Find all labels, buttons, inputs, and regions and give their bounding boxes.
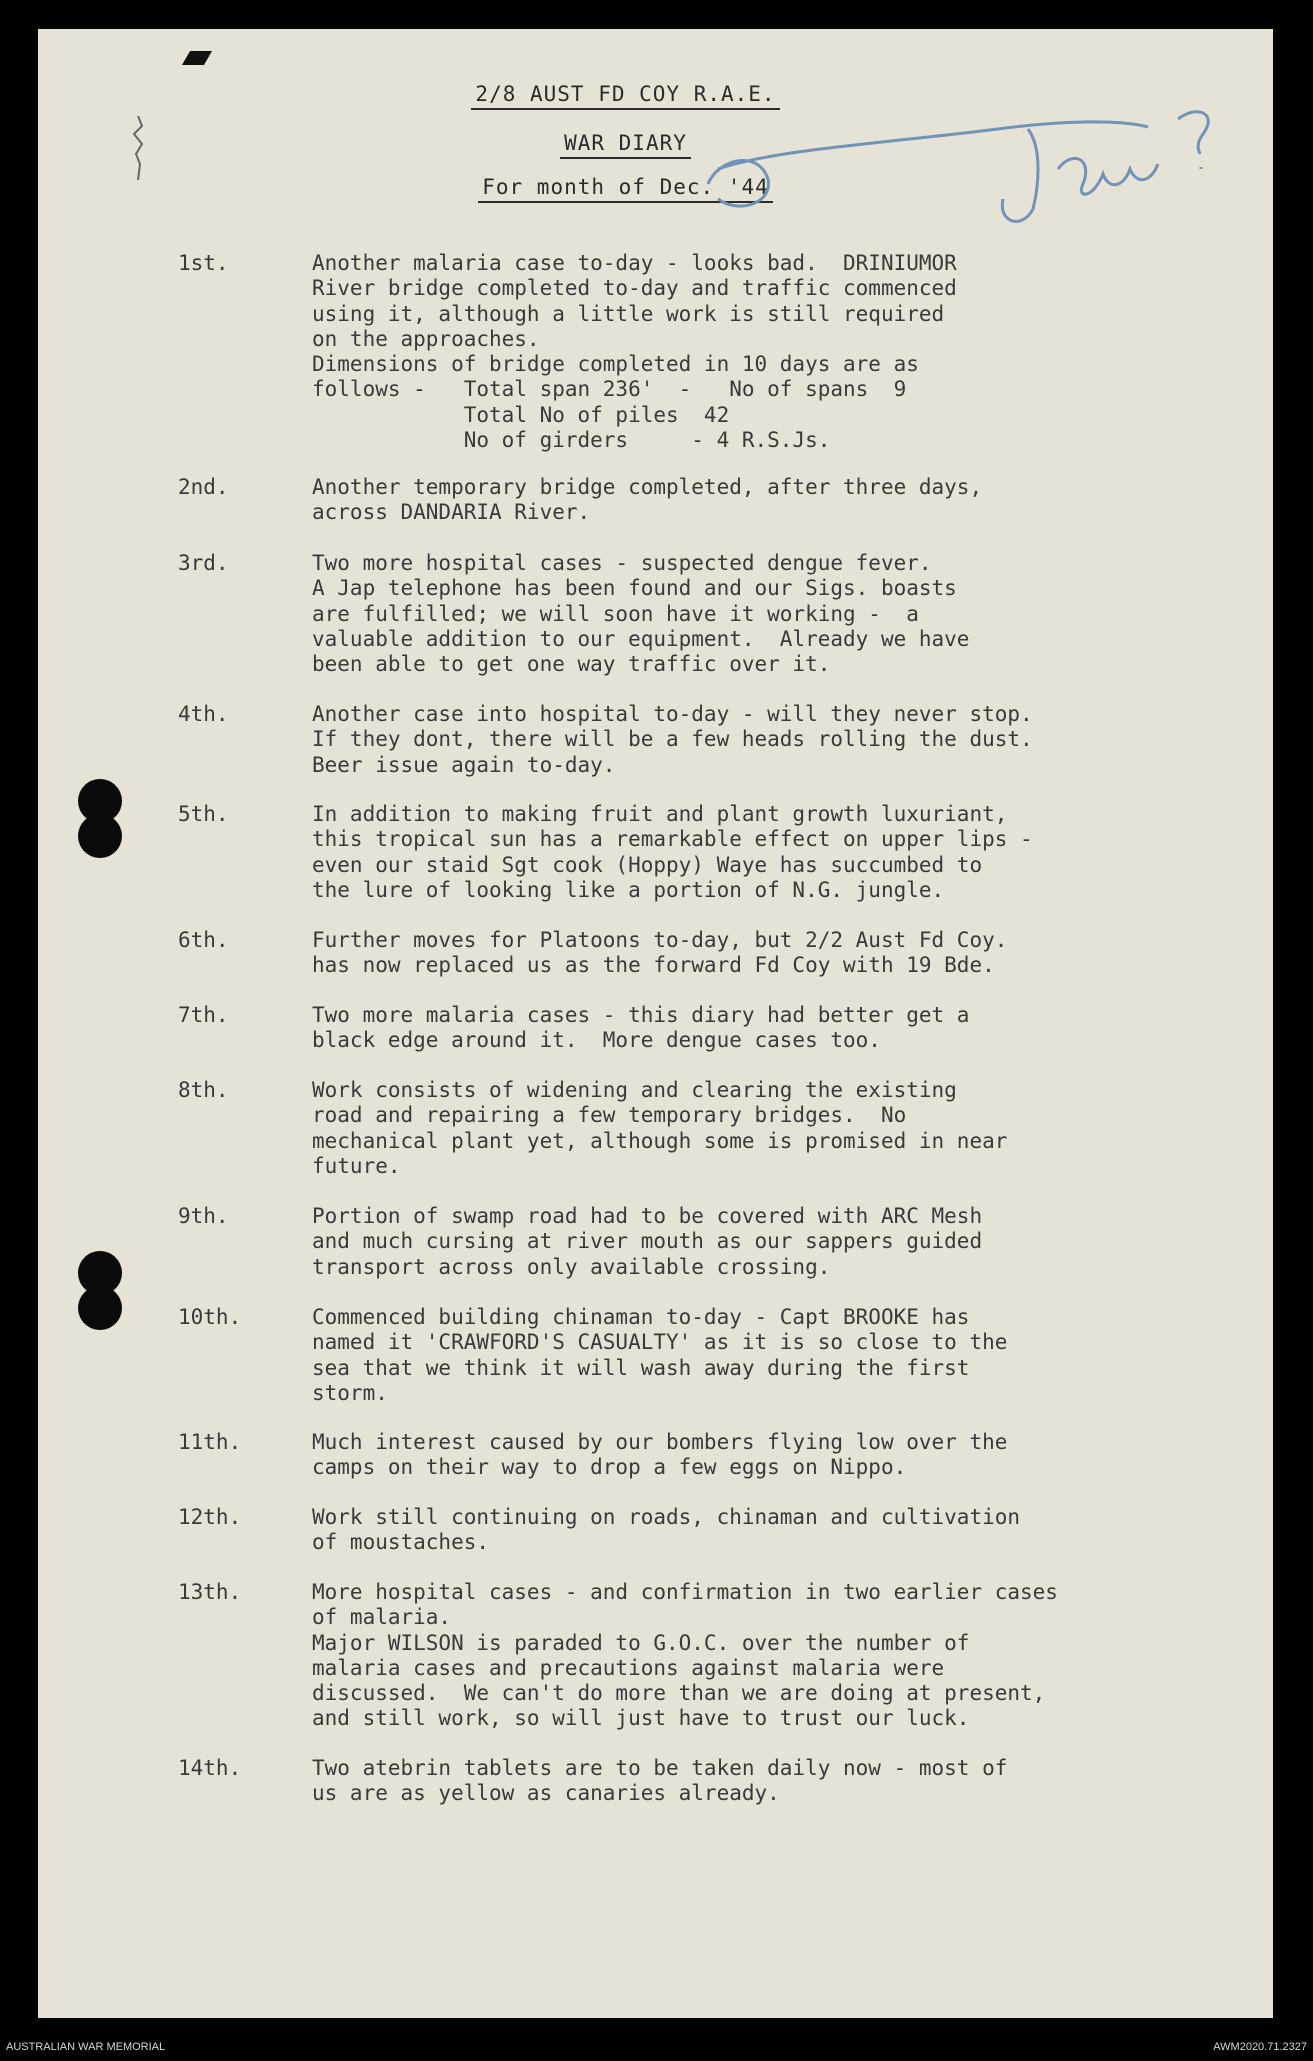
entry-text: Further moves for Platoons to-day, but 2/2 Aust Fd Coy. has now replaced us as the forward Fd Coy with 19 Bde. [312, 928, 1008, 978]
entry-day: 13th. [178, 1580, 242, 1604]
entry-text: In addition to making fruit and plant growth luxuriant, this tropical sun has a remarkable effect on upper lips - even our staid Sgt cook (Hoppy) Waye has succumbed to the lure of looking like a portion of N.G. jungle. [312, 802, 1033, 902]
entry-text: Work consists of widening and clearing the existing road and repairing a few temporary bridges. No mechanical plant yet, although some is promised in near future. [312, 1078, 1008, 1178]
paper-corner-fold [182, 51, 212, 65]
entry-text: Another temporary bridge completed, after three days, across DANDARIA River. [312, 475, 983, 525]
punch-hole [78, 814, 122, 858]
entry-day: 12th. [178, 1505, 242, 1529]
entry-day: 9th. [178, 1204, 229, 1228]
entry-text: Commenced building chinaman to-day - Capt BROOKE has named it 'CRAWFORD'S CASUALTY' as it is so close to the sea that we think it will wash away during the first storm. [312, 1305, 1008, 1405]
entry-day: 8th. [178, 1078, 229, 1102]
entry-day: 5th. [178, 802, 229, 826]
diary-title: WAR DIARY [38, 131, 1243, 155]
footer-source: AUSTRALIAN WAR MEMORIAL [6, 2041, 166, 2053]
footer-accession: AWM2020.71.2327 [1213, 2041, 1307, 2053]
entry-text: Work still continuing on roads, chinaman and cultivation of moustaches. [312, 1505, 1021, 1555]
entry-day: 4th. [178, 702, 229, 726]
unit-heading: 2/8 AUST FD COY R.A.E. [38, 82, 1243, 106]
punch-hole [78, 1286, 122, 1330]
entry-day: 10th. [178, 1305, 242, 1329]
handwritten-annotation [698, 89, 1238, 249]
entry-text: More hospital cases - and confirmation in two earlier cases of malaria. Major WILSON is paraded to G.O.C. over the number of malaria cases and precautions against malaria were discussed. We can't do more than we are doing at present, and still work, so will just have to trust our luck. [312, 1580, 1058, 1731]
entry-day: 1st. [178, 251, 229, 275]
entry-text: Much interest caused by our bombers flying low over the camps on their way to drop a few eggs on Nippo. [312, 1430, 1008, 1480]
entry-text: Portion of swamp road had to be covered with ARC Mesh and much cursing at river mouth as our sappers guided transport across only available crossing. [312, 1204, 983, 1279]
diary-period: For month of Dec. '44 [38, 175, 1243, 199]
entry-text: Two atebrin tablets are to be taken daily now - most of us are as yellow as canaries already. [312, 1756, 1008, 1806]
entry-text: Two more hospital cases - suspected dengue fever. A Jap telephone has been found and our Sigs. boasts are fulfilled; we will soon have it working - a valuable addition to our equipment. Already we have been able to get one way traffic over it. [312, 551, 970, 677]
entry-text: Another malaria case to-day - looks bad. DRINIUMOR River bridge completed to-day and traffic commenced using it, although a little work is still required on the approaches. Dimensions of bridge completed in 10 days are as follows - Total span 236' - No of spans 9 Total No of piles 42 No of girders - 4 R.S.Js. [312, 251, 957, 453]
entry-day: 11th. [178, 1430, 242, 1454]
entry-text: Another case into hospital to-day - will they never stop. If they dont, there will be a few heads rolling the dust. Beer issue again to-day. [312, 702, 1033, 777]
entry-day: 7th. [178, 1003, 229, 1027]
entry-day: 14th. [178, 1756, 242, 1780]
entry-text: Two more malaria cases - this diary had better get a black edge around it. More dengue cases too. [312, 1003, 970, 1053]
entry-day: 2nd. [178, 475, 229, 499]
entry-day: 6th. [178, 928, 229, 952]
diary-page [38, 29, 1273, 2018]
entry-day: 3rd. [178, 551, 229, 575]
